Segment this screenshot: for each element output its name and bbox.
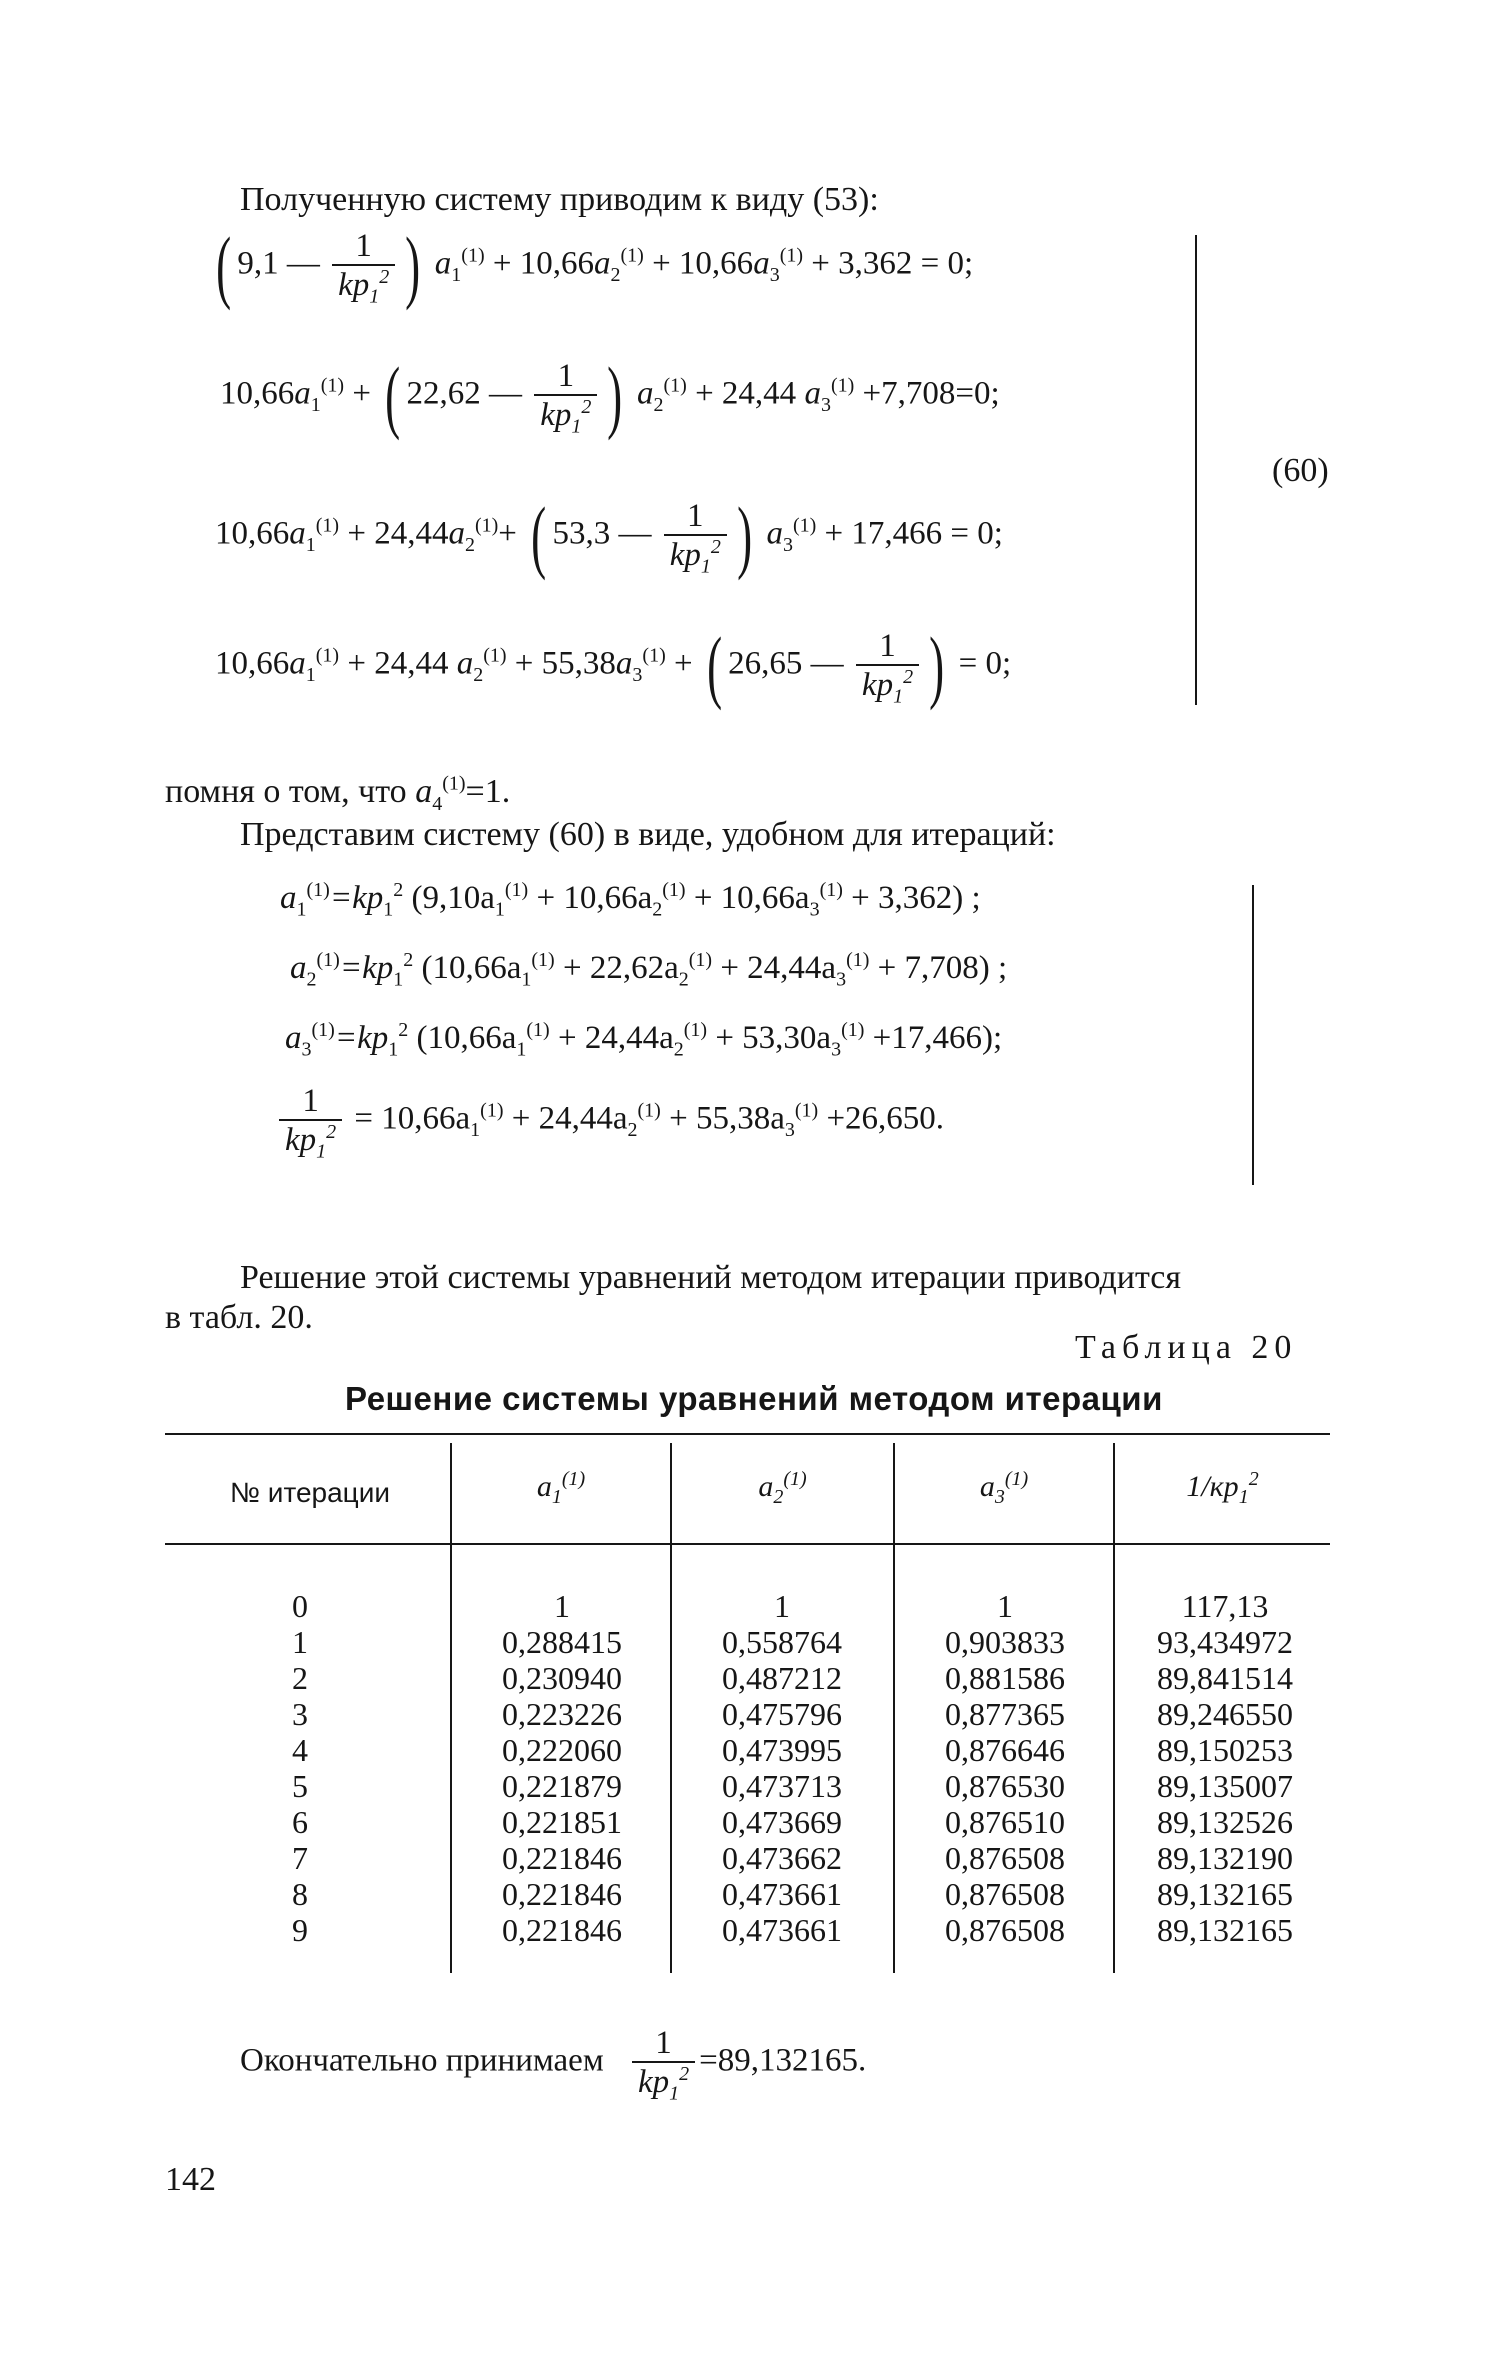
cell-a3: 0,876508 <box>945 1876 1065 1912</box>
solution-text-line-2: в табл. 20. <box>165 1299 313 1336</box>
cell-a2: 0,473713 <box>722 1768 842 1804</box>
cell-inverse: 89,132190 <box>1157 1840 1293 1876</box>
cell-a1: 0,221846 <box>502 1876 622 1912</box>
iter-eq-4: $\frac{1}{kp_1^2}$ = $10,66a_1^{(1)} + 24,44a_2^{(1)} + 55,38a_3^{(1)} +26,650$. <box>275 1083 944 1159</box>
column-a2 <box>682 1588 882 1948</box>
column-a3 <box>905 1588 1105 1948</box>
cell-inverse: 89,246550 <box>1157 1696 1293 1732</box>
cell-a1: 0,230940 <box>502 1660 622 1696</box>
cell-a3: 0,876530 <box>945 1768 1065 1804</box>
table-header-rule <box>165 1543 1330 1545</box>
note-text: помня о том, что $a_4^{(1)}=1$. <box>165 772 511 815</box>
cell-iteration: 1 <box>292 1624 308 1660</box>
header-iteration: № итерации <box>229 1477 390 1508</box>
cell-inverse: 89,132526 <box>1157 1804 1293 1840</box>
iter-eq-2: $a_2^{(1)}=kp_1^2$ $(10,66a_1^{(1)} + 22,62a_2^{(1)} + 24,44a_3^{(1)} + 7,708)$ ; <box>290 949 1008 991</box>
cell-a2: 0,473661 <box>722 1876 842 1912</box>
cell-a3: 0,876508 <box>945 1912 1065 1948</box>
cell-a1: 0,221846 <box>502 1912 622 1948</box>
column-iteration <box>250 1588 350 1948</box>
cell-iteration: 7 <box>292 1840 308 1876</box>
iteration-brace <box>1252 885 1254 1185</box>
cell-a1: 0,222060 <box>502 1732 622 1768</box>
cell-inverse: 117,13 <box>1181 1588 1269 1624</box>
cell-a2: 0,475796 <box>722 1696 842 1732</box>
cell-a2: 0,487212 <box>722 1660 842 1696</box>
header-inverse: $1/кр_1^2$ <box>1186 1468 1259 1508</box>
cell-a1: 0,221851 <box>502 1804 622 1840</box>
cell-iteration: 6 <box>292 1804 308 1840</box>
cell-a2: 0,473995 <box>722 1732 842 1768</box>
cell-a3: 0,876510 <box>945 1804 1065 1840</box>
column-a1 <box>462 1588 662 1948</box>
cell-a1: 0,221846 <box>502 1840 622 1876</box>
cell-iteration: 2 <box>292 1660 308 1696</box>
cell-a1: 0,223226 <box>502 1696 622 1732</box>
column-inverse <box>1125 1588 1325 1948</box>
table-col-divider-4 <box>1113 1443 1115 1973</box>
table-label: Таблица 20 <box>1075 1329 1298 1366</box>
header-a3: $a_3^{(1)}$ <box>979 1468 1029 1508</box>
cell-iteration: 8 <box>292 1876 308 1912</box>
cell-a3: 1 <box>997 1588 1013 1624</box>
system-brace <box>1195 235 1197 705</box>
cell-inverse: 89,841514 <box>1157 1660 1293 1696</box>
iter-eq-1: $a_1^{(1)}=kp_1^2$ $(9,10a_1^{(1)} + 10,66a_2^{(1)} + 10,66a_3^{(1)} + 3,362)$ ; <box>280 879 981 921</box>
cell-inverse: 89,132165 <box>1157 1876 1293 1912</box>
final-statement: Окончательно принимаем $\frac{1}{kp_1^2}$ =89,132165. <box>240 2025 867 2105</box>
solution-text-line-1: Решение этой системы уравнений методом итерации приводится <box>240 1259 1181 1296</box>
cell-iteration: 3 <box>292 1696 308 1732</box>
equation-number: (60) <box>1272 452 1329 489</box>
cell-a2: 0,558764 <box>722 1624 842 1660</box>
cell-inverse: 89,135007 <box>1157 1768 1293 1804</box>
iteration-intro: Представим систему (60) в виде, удобном для итераций: <box>240 816 1056 853</box>
cell-inverse: 89,150253 <box>1157 1732 1293 1768</box>
cell-iteration: 9 <box>292 1912 308 1948</box>
cell-a3: 0,877365 <box>945 1696 1065 1732</box>
table-top-rule <box>165 1433 1330 1435</box>
cell-a3: 0,876646 <box>945 1732 1065 1768</box>
system-eq-3: $10,66a_1^{(1)} + 24,44a_2^{(1)}+$ ( 53,3 — $\frac{1}{kp_1^2}$ ) $a_3^{(1)} + 17,466 = 0$; <box>215 490 1003 581</box>
cell-a2: 0,473661 <box>722 1912 842 1948</box>
intro-text: Полученную систему приводим к виду (53): <box>240 181 879 218</box>
table-title: Решение системы уравнений методом итерации <box>345 1380 1163 1417</box>
table-col-divider-1 <box>450 1443 452 1973</box>
cell-a2: 0,473662 <box>722 1840 842 1876</box>
table-col-divider-3 <box>893 1443 895 1973</box>
header-a1: $a_1^{(1)}$ <box>536 1468 586 1508</box>
cell-iteration: 0 <box>292 1588 308 1624</box>
header-a2: $a_2^{(1)}$ <box>758 1468 807 1508</box>
cell-iteration: 4 <box>292 1732 308 1768</box>
cell-a2: 1 <box>774 1588 790 1624</box>
iter-eq-3: $a_3^{(1)}=kp_1^2$ $(10,66a_1^{(1)} + 24,44a_2^{(1)} + 53,30a_3^{(1)} +17,466)$; <box>285 1019 1003 1061</box>
cell-a1: 0,221879 <box>502 1768 622 1804</box>
cell-inverse: 93,434972 <box>1157 1624 1293 1660</box>
cell-a1: 1 <box>554 1588 570 1624</box>
system-eq-1: ( 9,1 — $\frac{1}{kp_1^2}$ ) $a_1^{(1)} + 10,66a_2^{(1)} + 10,66a_3^{(1)} + 3,362 = 0$; <box>216 220 974 311</box>
cell-a3: 0,881586 <box>945 1660 1065 1696</box>
cell-a3: 0,876508 <box>945 1840 1065 1876</box>
cell-a3: 0,903833 <box>945 1624 1065 1660</box>
page-number: 142 <box>165 2161 216 2198</box>
cell-a1: 0,288415 <box>502 1624 622 1660</box>
cell-inverse: 89,132165 <box>1157 1912 1293 1948</box>
system-eq-2: $10,66a_1^{(1)}$ + ( 22,62 — $\frac{1}{kp_1^2}$ ) $a_2^{(1)} + 24,44$ $a_3^{(1)} +7,708=0$; <box>220 350 1000 441</box>
system-eq-4: $10,66a_1^{(1)} + 24,44$ $a_2^{(1)} + 55,38a_3^{(1)}$ + ( 26,65 — $\frac{1}{kp_1^2}$ ) = 0; <box>215 620 1012 711</box>
table-col-divider-2 <box>670 1443 672 1973</box>
cell-iteration: 5 <box>292 1768 308 1804</box>
cell-a2: 0,473669 <box>722 1804 842 1840</box>
